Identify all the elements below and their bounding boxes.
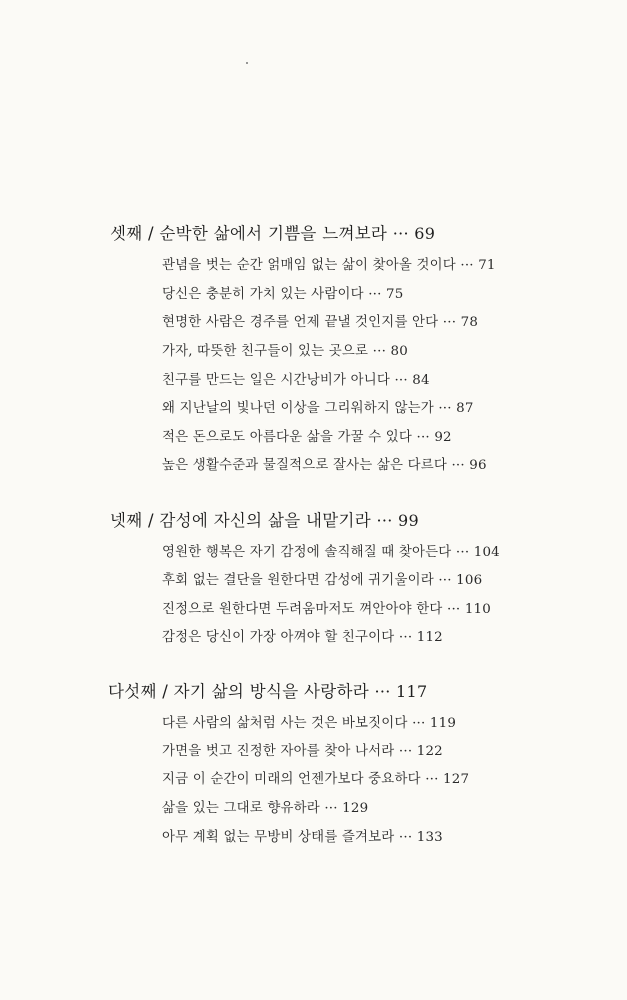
entry-page: ··· 122 (398, 744, 443, 759)
entry-title: 진정으로 원한다면 두려움마저도 껴안아야 한다 (162, 602, 443, 617)
entry-title: 관념을 벗는 순간 얽매임 없는 삶이 찾아올 것이다 (162, 258, 456, 273)
entry-page: ··· 92 (416, 430, 452, 445)
entry-page: ··· 96 (451, 458, 487, 473)
entry-title: 지금 이 순간이 미래의 언젠가보다 중요하다 (162, 772, 421, 787)
entry-page: ··· 84 (394, 373, 430, 388)
toc-entry[interactable] (162, 340, 408, 359)
entry-page: ··· 127 (425, 772, 470, 787)
toc-entry[interactable] (162, 397, 474, 416)
entry-title: 친구를 만드는 일은 시간낭비가 아니다 (162, 373, 390, 388)
entry-title: 영원한 행복은 자기 감정에 솔직해질 때 찾아든다 (162, 545, 452, 560)
toc-entry[interactable] (162, 826, 443, 845)
toc-entry[interactable] (162, 426, 452, 445)
toc-entry[interactable] (162, 797, 368, 816)
toc-entry[interactable] (162, 254, 496, 273)
entry-title: 삶을 있는 그대로 향유하라 (162, 801, 320, 816)
entry-page: ··· 106 (438, 573, 483, 588)
entry-title: 가면을 벗고 진정한 자아를 찾아 나서라 (162, 744, 395, 759)
toc-entry[interactable] (162, 541, 500, 560)
entry-page: ··· 133 (398, 830, 443, 845)
section-heading-page: ··· 99 (376, 511, 419, 530)
entry-title: 아무 계획 없는 무방비 상태를 즐겨보라 (162, 830, 395, 845)
entry-title: 적은 돈으로도 아름다운 삶을 가꿀 수 있다 (162, 430, 413, 445)
entry-page: ··· 78 (442, 315, 479, 330)
entry-title: 왜 지난날의 빛나던 이상을 그리워하지 않는가 (162, 401, 434, 416)
entry-title: 당신은 충분히 가치 있는 사람이다 (162, 287, 364, 302)
toc-entry[interactable] (162, 569, 482, 588)
section-heading[interactable] (110, 220, 435, 244)
entry-page: ··· 129 (324, 801, 369, 816)
toc-entry[interactable] (162, 740, 443, 759)
paper-speck (246, 62, 248, 64)
toc-entry[interactable] (162, 454, 487, 473)
entry-page: ··· 119 (412, 716, 457, 731)
toc-entry[interactable] (162, 311, 478, 330)
section-heading[interactable] (110, 507, 419, 531)
toc-entry[interactable] (162, 626, 443, 645)
entry-page: ··· 80 (372, 344, 408, 359)
section-heading[interactable] (108, 678, 427, 702)
entry-page: ··· 112 (398, 630, 443, 645)
entry-page: ··· 104 (455, 545, 500, 560)
entry-title: 현명한 사람은 경주를 언제 끝낼 것인지를 안다 (162, 315, 439, 330)
entry-title: 후회 없는 결단을 원한다면 감성에 귀기울이라 (162, 573, 434, 588)
section-heading-title: 넷째 / 감성에 자신의 삶을 내맡기라 (110, 511, 371, 530)
section-heading-page: ··· 69 (392, 224, 436, 243)
section-heading-page: ··· 117 (374, 682, 428, 701)
entry-page: ··· 110 (447, 602, 491, 617)
toc-entry[interactable] (162, 369, 430, 388)
entry-title: 가자, 따뜻한 친구들이 있는 곳으로 (162, 344, 369, 359)
toc-entry[interactable] (162, 598, 491, 617)
entry-page: ··· 87 (438, 401, 474, 416)
toc-entry[interactable] (162, 768, 469, 787)
section-heading-title: 셋째 / 순박한 삶에서 기쁨을 느껴보라 (110, 224, 388, 243)
entry-page: ··· 75 (368, 287, 404, 302)
toc-entry[interactable] (162, 283, 403, 302)
entry-title: 높은 생활수준과 물질적으로 잘사는 삶은 다르다 (162, 458, 447, 473)
entry-title: 감정은 당신이 가장 아껴야 할 친구이다 (162, 630, 395, 645)
entry-title: 다른 사람의 삶처럼 사는 것은 바보짓이다 (162, 716, 408, 731)
section-heading-title: 다섯째 / 자기 삶의 방식을 사랑하라 (108, 682, 369, 701)
entry-page: ··· 71 (460, 258, 496, 273)
toc-entry[interactable] (162, 712, 456, 731)
